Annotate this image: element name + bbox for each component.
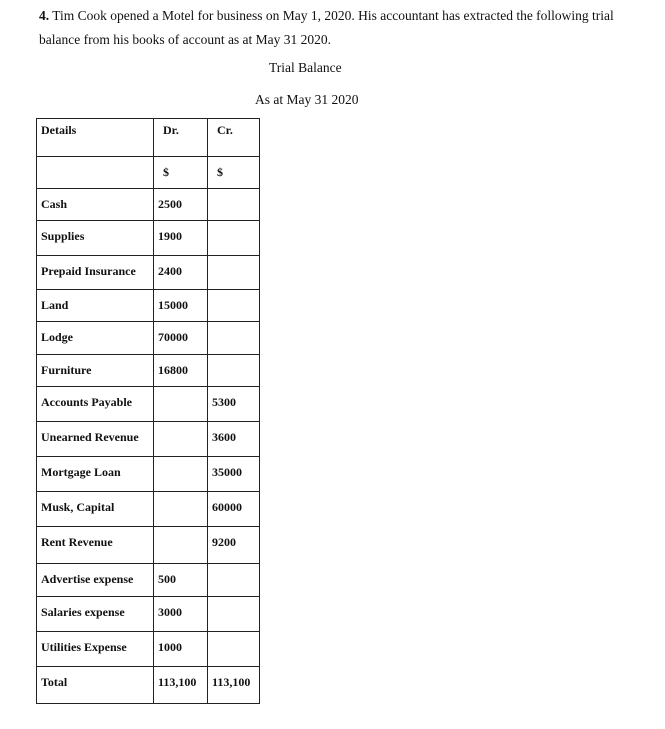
- debit-cell: 3000: [154, 597, 208, 632]
- debit-cell: 1000: [154, 632, 208, 667]
- account-name-cell: Prepaid Insurance: [37, 256, 154, 290]
- table-row: [37, 322, 260, 355]
- table-row: [37, 527, 260, 564]
- debit-cell: 70000: [154, 322, 208, 355]
- table-row: [37, 564, 260, 597]
- credit-cell: 3600: [208, 422, 260, 457]
- table-row: [37, 355, 260, 387]
- debit-cell: [154, 457, 208, 492]
- table-row: [37, 189, 260, 221]
- account-name-cell: Rent Revenue: [37, 527, 154, 564]
- question-number: 4.: [39, 8, 50, 23]
- credit-cell: [208, 256, 260, 290]
- cr-header: Cr.: [208, 119, 260, 157]
- table-row: [37, 597, 260, 632]
- debit-cell: 2400: [154, 256, 208, 290]
- account-name-cell: Unearned Revenue: [37, 422, 154, 457]
- debit-cell: 16800: [154, 355, 208, 387]
- total-debit: 113,100: [154, 667, 208, 704]
- table-row: [37, 221, 260, 256]
- account-name-cell: Utilities Expense: [37, 632, 154, 667]
- trial-balance-date: As at May 31 2020: [255, 92, 359, 107]
- trial-balance-table: [36, 118, 260, 704]
- currency-row: [37, 157, 260, 189]
- debit-cell: 1900: [154, 221, 208, 256]
- question-body: Tim Cook opened a Motel for business on May 1, 2020. His accountant has extracted the following trial balance from his books of account as at May 31 2020.: [39, 8, 614, 47]
- table-row: [37, 387, 260, 422]
- dr-currency: $: [154, 157, 208, 189]
- total-row: [37, 667, 260, 704]
- credit-cell: 5300: [208, 387, 260, 422]
- account-name-cell: Accounts Payable: [37, 387, 154, 422]
- question-text: [39, 4, 649, 52]
- cr-currency: $: [208, 157, 260, 189]
- debit-cell: [154, 492, 208, 527]
- credit-cell: [208, 221, 260, 256]
- credit-cell: [208, 290, 260, 322]
- debit-cell: 15000: [154, 290, 208, 322]
- trial-balance-title: Trial Balance: [269, 60, 342, 75]
- credit-cell: 9200: [208, 527, 260, 564]
- account-name-cell: Advertise expense: [37, 564, 154, 597]
- table-row: [37, 256, 260, 290]
- currency-blank: [37, 157, 154, 189]
- account-name-cell: Land: [37, 290, 154, 322]
- total-label: Total: [37, 667, 154, 704]
- credit-cell: [208, 564, 260, 597]
- debit-cell: [154, 387, 208, 422]
- account-name-cell: Lodge: [37, 322, 154, 355]
- account-name-cell: Supplies: [37, 221, 154, 256]
- details-header: Details: [37, 119, 154, 157]
- debit-cell: [154, 422, 208, 457]
- credit-cell: [208, 597, 260, 632]
- account-name-cell: Salaries expense: [37, 597, 154, 632]
- credit-cell: [208, 189, 260, 221]
- table-row: [37, 492, 260, 527]
- account-name-cell: Furniture: [37, 355, 154, 387]
- header-row: [37, 119, 260, 157]
- dr-header: Dr.: [154, 119, 208, 157]
- credit-cell: [208, 632, 260, 667]
- table-row: [37, 290, 260, 322]
- account-name-cell: Musk, Capital: [37, 492, 154, 527]
- credit-cell: [208, 322, 260, 355]
- table-row: [37, 422, 260, 457]
- table-row: [37, 632, 260, 667]
- credit-cell: 35000: [208, 457, 260, 492]
- account-name-cell: Mortgage Loan: [37, 457, 154, 492]
- table-row: [37, 457, 260, 492]
- credit-cell: [208, 355, 260, 387]
- total-credit: 113,100: [208, 667, 260, 704]
- debit-cell: 2500: [154, 189, 208, 221]
- account-name-cell: Cash: [37, 189, 154, 221]
- debit-cell: [154, 527, 208, 564]
- debit-cell: 500: [154, 564, 208, 597]
- credit-cell: 60000: [208, 492, 260, 527]
